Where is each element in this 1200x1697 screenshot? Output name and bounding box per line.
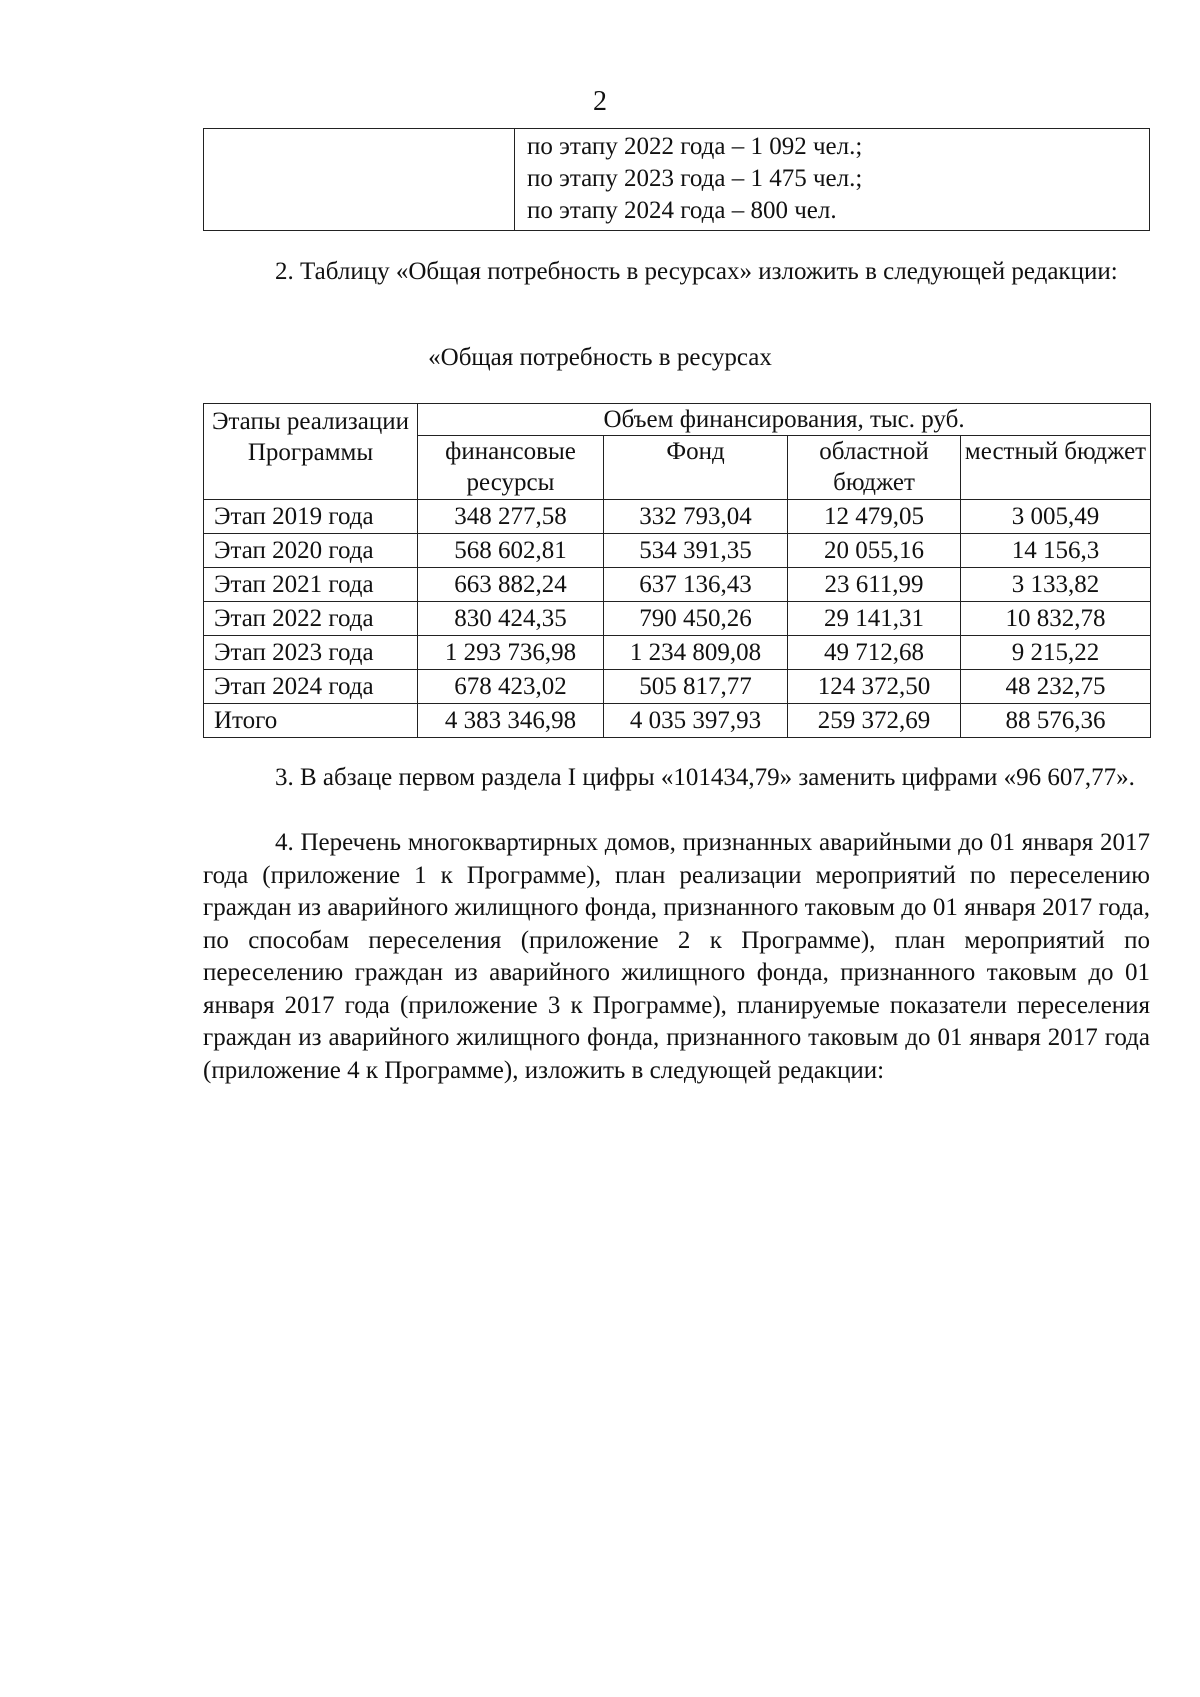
table-row xyxy=(204,568,1151,602)
paragraph-2 xyxy=(203,256,1150,289)
value-cell: 20 055,16 xyxy=(788,534,961,568)
table-header-row xyxy=(204,404,1151,436)
paragraph-3 xyxy=(203,762,1150,795)
value-cell: 830 424,35 xyxy=(418,602,604,636)
value-cell: 10 832,78 xyxy=(961,602,1151,636)
value-cell: 88 576,36 xyxy=(961,704,1151,738)
value-cell: 678 423,02 xyxy=(418,670,604,704)
value-cell: 14 156,3 xyxy=(961,534,1151,568)
continuation-line: по этапу 2022 года – 1 092 чел.; xyxy=(527,133,863,160)
value-cell: 568 602,81 xyxy=(418,534,604,568)
paragraph-2-text: 2. Таблицу «Общая потребность в ресурсах» изложить в следующей редакции: xyxy=(275,258,1118,285)
table-row xyxy=(204,636,1151,670)
empty-cell xyxy=(204,129,515,231)
resources-table xyxy=(203,403,1151,738)
value-cell: 29 141,31 xyxy=(788,602,961,636)
value-cell: 505 817,77 xyxy=(604,670,788,704)
value-cell: 48 232,75 xyxy=(961,670,1151,704)
value-cell: 124 372,50 xyxy=(788,670,961,704)
stage-cell: Этап 2023 года xyxy=(204,636,418,670)
value-cell: 663 882,24 xyxy=(418,568,604,602)
table-row xyxy=(204,500,1151,534)
value-cell: 1 234 809,08 xyxy=(604,636,788,670)
table-row xyxy=(204,602,1151,636)
paragraph-4-text: 4. Перечень многоквартирных домов, признанных аварийными до 01 января 2017 года (приложение 1 к Программе), план реализации мероприятий по переселению граждан из аварийного жилищного фонда, признанного таковым до 01 января 2017 года, по способам переселения (приложение 2 к Программе), план мероприятий по переселению граждан из аварийного жилищного фонда, признанного таковым до 01 января 2017 года (приложение 3 к Программе), планируемые показатели переселения граждан из аварийного жилищного фонда, признанного таковым до 01 января 2017 года (приложение 4 к Программе), изложить в следующей редакции: xyxy=(203,829,1150,1084)
page-number: 2 xyxy=(593,86,607,117)
stage-cell: Этап 2022 года xyxy=(204,602,418,636)
continuation-cell xyxy=(515,129,1150,231)
value-cell: 348 277,58 xyxy=(418,500,604,534)
header-column: областной бюджет xyxy=(788,436,961,500)
continuation-table xyxy=(203,128,1150,231)
header-funding-group: Объем финансирования, тыс. руб. xyxy=(418,404,1151,436)
header-column: Фонд xyxy=(604,436,788,500)
value-cell: 637 136,43 xyxy=(604,568,788,602)
header-column: местный бюджет xyxy=(961,436,1151,500)
continuation-line: по этапу 2023 года – 1 475 чел.; xyxy=(527,165,863,192)
paragraph-4 xyxy=(203,827,1150,1087)
value-cell: 49 712,68 xyxy=(788,636,961,670)
table-row xyxy=(204,534,1151,568)
value-cell: 9 215,22 xyxy=(961,636,1151,670)
stage-cell: Этап 2020 года xyxy=(204,534,418,568)
paragraph-3-text: 3. В абзаце первом раздела I цифры «101434,79» заменить цифрами «96 607,77». xyxy=(275,764,1135,791)
table-row xyxy=(204,670,1151,704)
value-cell: 790 450,26 xyxy=(604,602,788,636)
continuation-line: по этапу 2024 года – 800 чел. xyxy=(527,197,837,224)
stage-cell: Итого xyxy=(204,704,418,738)
stage-cell: Этап 2021 года xyxy=(204,568,418,602)
value-cell: 4 383 346,98 xyxy=(418,704,604,738)
stage-cell: Этап 2024 года xyxy=(204,670,418,704)
table-total-row xyxy=(204,704,1151,738)
value-cell: 23 611,99 xyxy=(788,568,961,602)
value-cell: 259 372,69 xyxy=(788,704,961,738)
value-cell: 12 479,05 xyxy=(788,500,961,534)
value-cell: 3 133,82 xyxy=(961,568,1151,602)
value-cell: 534 391,35 xyxy=(604,534,788,568)
value-cell: 1 293 736,98 xyxy=(418,636,604,670)
value-cell: 4 035 397,93 xyxy=(604,704,788,738)
table-row xyxy=(204,129,1150,231)
header-column: финансовые ресурсы xyxy=(418,436,604,500)
table-caption: «Общая потребность в ресурсах xyxy=(428,344,772,371)
header-stage: Этапы реализации Программы xyxy=(204,404,418,500)
value-cell: 3 005,49 xyxy=(961,500,1151,534)
value-cell: 332 793,04 xyxy=(604,500,788,534)
stage-cell: Этап 2019 года xyxy=(204,500,418,534)
